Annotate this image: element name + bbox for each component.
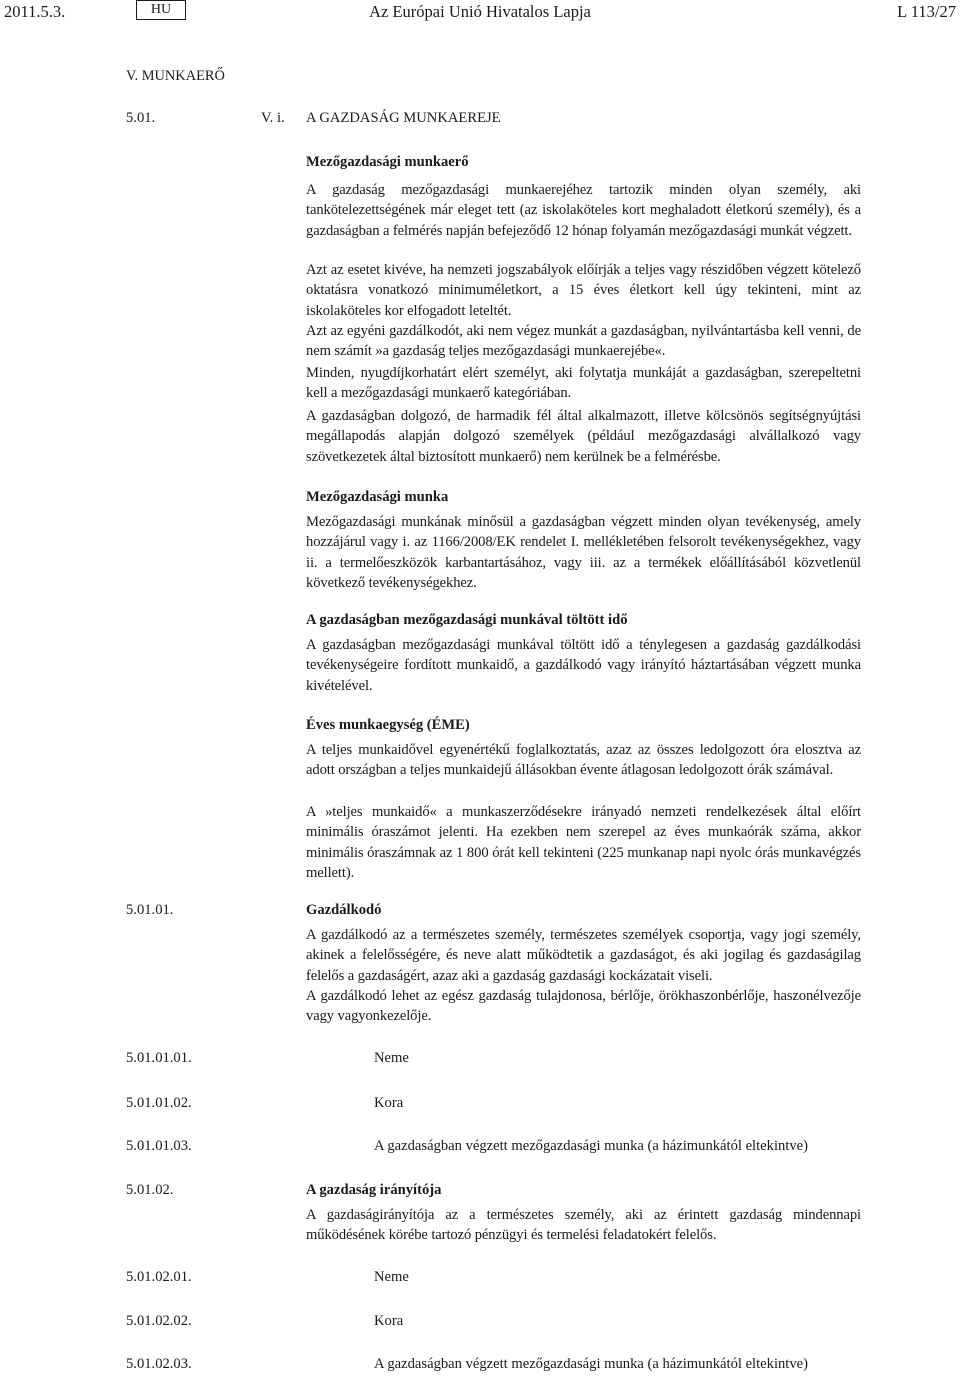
- holder-item-label: A gazdaságban végzett mezőgazdasági munka (a házimunkától eltekintve): [374, 1138, 808, 1154]
- farm-labour-paragraph-2: Azt az esetet kivéve, ha nemzeti jogszabályok előírják a teljes vagy részidőben végzett kötelező oktatásra vonatkozó minimuméletkort, a 15 éves életkort kell úgy tekinteni, mint az iskolaköteles kor elfogadott leteltét.: [306, 262, 861, 319]
- work-time-paragraph-1: A gazdaságban mezőgazdasági munkával töltött idő a ténylegesen a gazdaság gazdálkodási tevékenységeire fordított munkaidő, a gazdálkodó vagy irányító háztartásában végzett munka kivételével.: [306, 637, 861, 694]
- work-time-heading: A gazdaságban mezőgazdasági munkával töltött idő: [306, 612, 628, 628]
- holder-item-code: 5.01.01.03.: [126, 1138, 192, 1154]
- farm-work-paragraph-1: Mezőgazdasági munkának minősül a gazdaságban végzett minden olyan tevékenység, amely hozzájárul vagy i. az 1166/2008/EK rendelet I. mellékletében felsorolt tevékenységekhez, vagy ii. a termelőeszközök karbantartásához, vagy iii. az a termékek előállításából közvetlenül következő tevékenységekhez.: [306, 514, 861, 592]
- manager-heading: A gazdaság irányítója: [306, 1182, 442, 1198]
- holder-item-label: Neme: [374, 1050, 409, 1066]
- awu-heading: Éves munkaegység (ÉME): [306, 717, 470, 733]
- journal-title: Az Európai Unió Hivatalos Lapja: [369, 2, 591, 21]
- language-badge: HU: [136, 0, 186, 20]
- header-date: 2011.5.3.: [4, 2, 66, 21]
- holder-paragraph-1: A gazdálkodó az a természetes személy, természetes személyek csoportja, vagy jogi személy, akinek a felelősségére, és neve alatt működtetik a gazdaságot, és aki jogilag és gazdaságilag felelős a gazdaságért, azaz aki a gazdaság gazdasági kockázatait viseli.: [306, 927, 861, 984]
- manager-item-label: Kora: [374, 1313, 404, 1329]
- manager-code: 5.01.02.: [126, 1182, 174, 1198]
- subsection-title: A GAZDASÁG MUNKAEREJE: [306, 110, 501, 126]
- section-title: V. MUNKAERŐ: [126, 68, 225, 84]
- farm-labour-paragraph-1: A gazdaság mezőgazdasági munkaerejéhez tartozik minden olyan személy, aki tankötelezettségének már eleget tett (az iskolaköteles kort meghaladott életkorú személy), és a gazdaságban a felmérés napján befejeződő 12 hónap folyamán mezőgazdasági munkát végzett.: [306, 182, 861, 239]
- manager-item-label: A gazdaságban végzett mezőgazdasági munka (a házimunkától eltekintve): [374, 1356, 808, 1372]
- holder-code: 5.01.01.: [126, 902, 174, 918]
- manager-paragraph-1: A gazdaságirányítója az a természetes személy, aki az érintett gazdaság mindennapi működésének körébe tartozó pénzügyi és termelési feladatokért felelős.: [306, 1207, 861, 1244]
- manager-item-code: 5.01.02.03.: [126, 1356, 192, 1372]
- awu-paragraph-2: A »teljes munkaidő« a munkaszerződésekre irányadó nemzeti rendelkezések által előírt minimális óraszámot jelenti. Ha ezekben nem szerepel az éves munkaórák száma, akkor minimális óraszámnak az 1 800 órát kell tekinteni (225 munkanap napi nyolc órás munkavégzés mellett).: [306, 804, 861, 882]
- holder-paragraph-2: A gazdálkodó lehet az egész gazdaság tulajdonosa, bérlője, örökhaszonbérlője, haszonélvezője vagy vagyonkezelője.: [306, 988, 861, 1025]
- farm-labour-paragraph-3: Azt az egyéni gazdálkodót, aki nem végez munkát a gazdaságban, nyilvántartásba kell venni, de nem számít »a gazdaság teljes mezőgazdasági munkaerejébe«.: [306, 323, 861, 360]
- page-number: L 113/27: [897, 2, 956, 21]
- subsection-code: V. i.: [261, 110, 285, 126]
- holder-item-code: 5.01.01.02.: [126, 1095, 192, 1111]
- section-code: 5.01.: [126, 110, 156, 126]
- holder-heading: Gazdálkodó: [306, 902, 382, 918]
- farm-labour-heading: Mezőgazdasági munkaerő: [306, 154, 469, 170]
- farm-labour-paragraph-5: A gazdaságban dolgozó, de harmadik fél által alkalmazott, illetve kölcsönös segítségnyújtási megállapodás alapján dolgozó személyek (például mezőgazdasági alvállalkozó vagy szövetkezetek által biztosított munkaerő) nem kerülnek be a felmérésbe.: [306, 408, 861, 465]
- holder-item-label: Kora: [374, 1095, 404, 1111]
- manager-item-code: 5.01.02.02.: [126, 1313, 192, 1329]
- manager-item-label: Neme: [374, 1269, 409, 1285]
- farm-work-heading: Mezőgazdasági munka: [306, 489, 449, 505]
- manager-item-code: 5.01.02.01.: [126, 1269, 192, 1285]
- holder-item-code: 5.01.01.01.: [126, 1050, 192, 1066]
- awu-paragraph-1: A teljes munkaidővel egyenértékű foglalkoztatás, azaz az összes ledolgozott óra elosztva az adott országban a teljes munkaidejű állásokban évente átlagosan ledolgozott órák számával.: [306, 742, 861, 779]
- farm-labour-paragraph-4: Minden, nyugdíjkorhatárt elért személyt, aki folytatja munkáját a gazdaságban, szerepeltetni kell a mezőgazdasági munkaerő kategóriában.: [306, 365, 861, 402]
